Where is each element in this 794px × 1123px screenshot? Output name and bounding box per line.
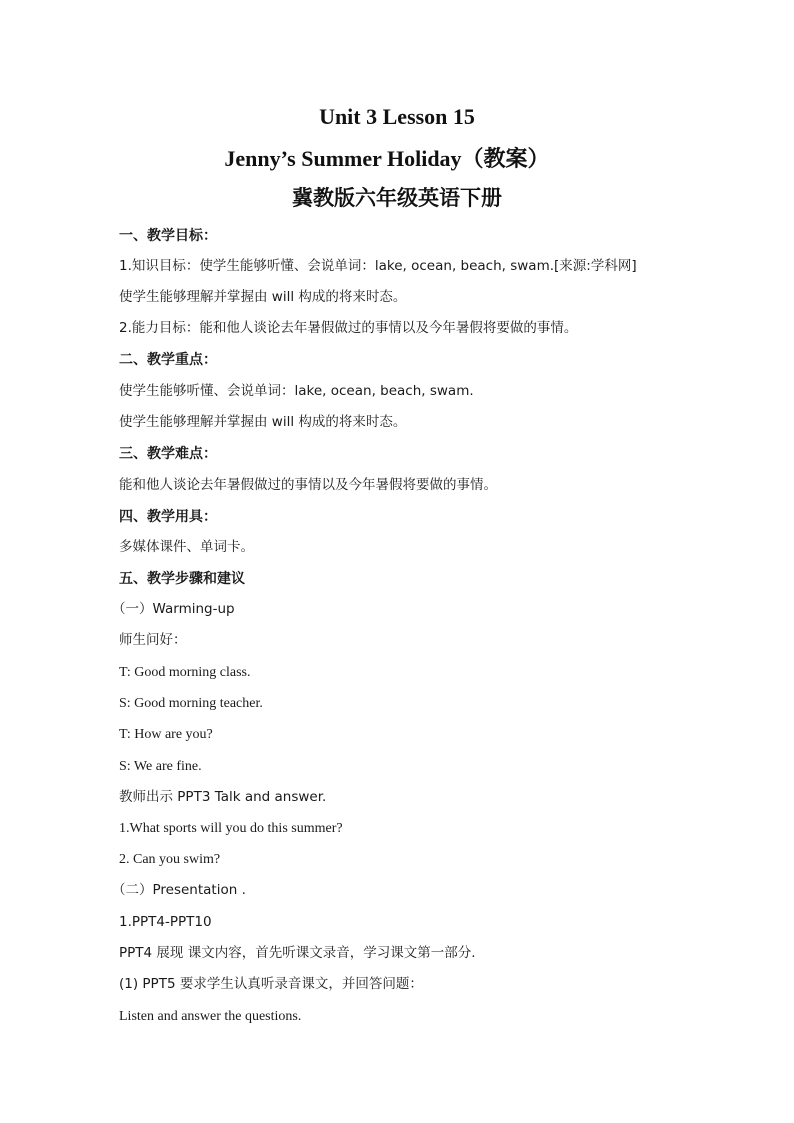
heading-key-points: 二、教学重点： — [119, 352, 217, 368]
step-warming-up: （一）Warming-up — [112, 601, 235, 617]
ppt5-instruction: (1) PPT5 要求学生认真听录音课文，并回答问题： — [119, 976, 423, 992]
objective-knowledge: 1.知识目标：使学生能够听懂、会说单词：lake, ocean, beach, swam.[来源:学科网] — [119, 258, 637, 274]
dialogue-line: T: How are you? — [119, 727, 213, 742]
heading-teaching-steps: 五、教学步骤和建议 — [119, 571, 245, 587]
step-presentation: （二）Presentation . — [112, 882, 246, 898]
title-lesson-name: Jenny’s Summer Holiday（教案） — [224, 146, 550, 171]
dialogue-line: T: Good morning class. — [119, 665, 251, 680]
dialogue-line: S: We are fine. — [119, 759, 202, 774]
ppt-range: 1.PPT4-PPT10 — [119, 914, 212, 930]
difficulty-text: 能和他人谈论去年暑假做过的事情以及今年暑假将要做的事情。 — [119, 477, 497, 493]
key-point-vocabulary: 使学生能够听懂、会说单词：lake, ocean, beach, swam. — [119, 383, 474, 399]
dialogue-line: S: Good morning teacher. — [119, 696, 263, 711]
title-textbook: 冀教版六年级英语下册 — [292, 186, 502, 210]
teaching-aids-text: 多媒体课件、单词卡。 — [119, 539, 254, 555]
title-unit-lesson: Unit 3 Lesson 15 — [319, 104, 475, 129]
question-line: 2. Can you swim? — [119, 852, 221, 867]
heading-teaching-objectives: 一、教学目标： — [119, 228, 217, 244]
ppt4-instruction: PPT4 展现 课文内容，首先听课文录音，学习课文第一部分. — [119, 945, 476, 961]
key-point-grammar: 使学生能够理解并掌握由 will 构成的将来时态。 — [119, 414, 407, 430]
heading-teaching-aids: 四、教学用具： — [119, 509, 217, 525]
objective-ability: 2.能力目标：能和他人谈论去年暑假做过的事情以及今年暑假将要做的事情。 — [119, 320, 578, 336]
heading-difficulties: 三、教学难点： — [119, 446, 217, 462]
greeting-label: 师生问好： — [119, 632, 187, 648]
listen-instruction: Listen and answer the questions. — [119, 1009, 302, 1024]
ppt3-instruction: 教师出示 PPT3 Talk and answer. — [119, 789, 327, 805]
objective-grammar: 使学生能够理解并掌握由 will 构成的将来时态。 — [119, 289, 407, 305]
question-line: 1.What sports will you do this summer? — [119, 821, 343, 836]
